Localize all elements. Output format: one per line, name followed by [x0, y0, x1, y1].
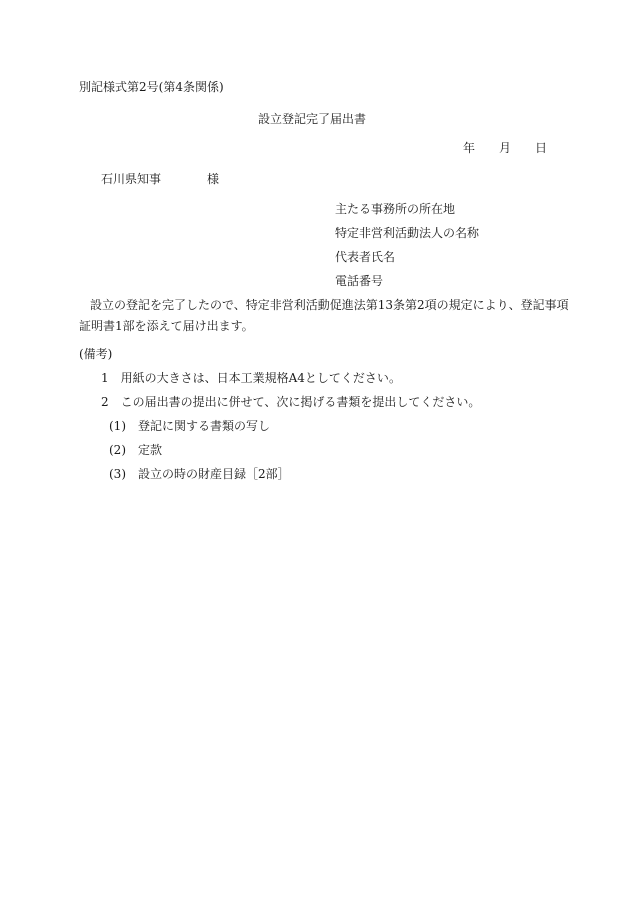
remarks-note: 2 この届出書の提出に併せて、次に掲げる書類を提出してください。 — [101, 395, 481, 409]
phone-number-label: 電話番号 — [335, 274, 384, 288]
date-month-label: 月 — [499, 141, 512, 155]
remarks-sub-item: (1) 登記に関する書類の写し — [109, 419, 270, 433]
form-number-label: 別記様式第2号(第4条関係) — [79, 80, 224, 94]
remarks-sub-item: (2) 定款 — [109, 443, 162, 457]
body-text-line: 証明書1部を添えて届け出ます。 — [79, 319, 254, 333]
corporation-name-label: 特定非営利活動法人の名称 — [335, 226, 480, 240]
addressee-name: 石川県知事 — [101, 172, 162, 186]
remarks-note: 1 用紙の大きさは、日本工業規格A4としてください。 — [101, 371, 401, 385]
remarks-heading: (備考) — [79, 347, 113, 361]
document-title: 設立登記完了届出書 — [258, 112, 367, 126]
date-day-label: 日 — [535, 141, 548, 155]
addressee-honorific: 様 — [207, 172, 220, 186]
remarks-sub-item: (3) 設立の時の財産目録［2部］ — [109, 467, 290, 481]
date-year-label: 年 — [463, 141, 476, 155]
office-location-label: 主たる事務所の所在地 — [335, 202, 456, 216]
representative-name-label: 代表者氏名 — [335, 250, 396, 264]
body-text-line: 設立の登記を完了したので、特定非営利活動促進法第13条第2項の規定により、登記事項 — [90, 298, 569, 312]
